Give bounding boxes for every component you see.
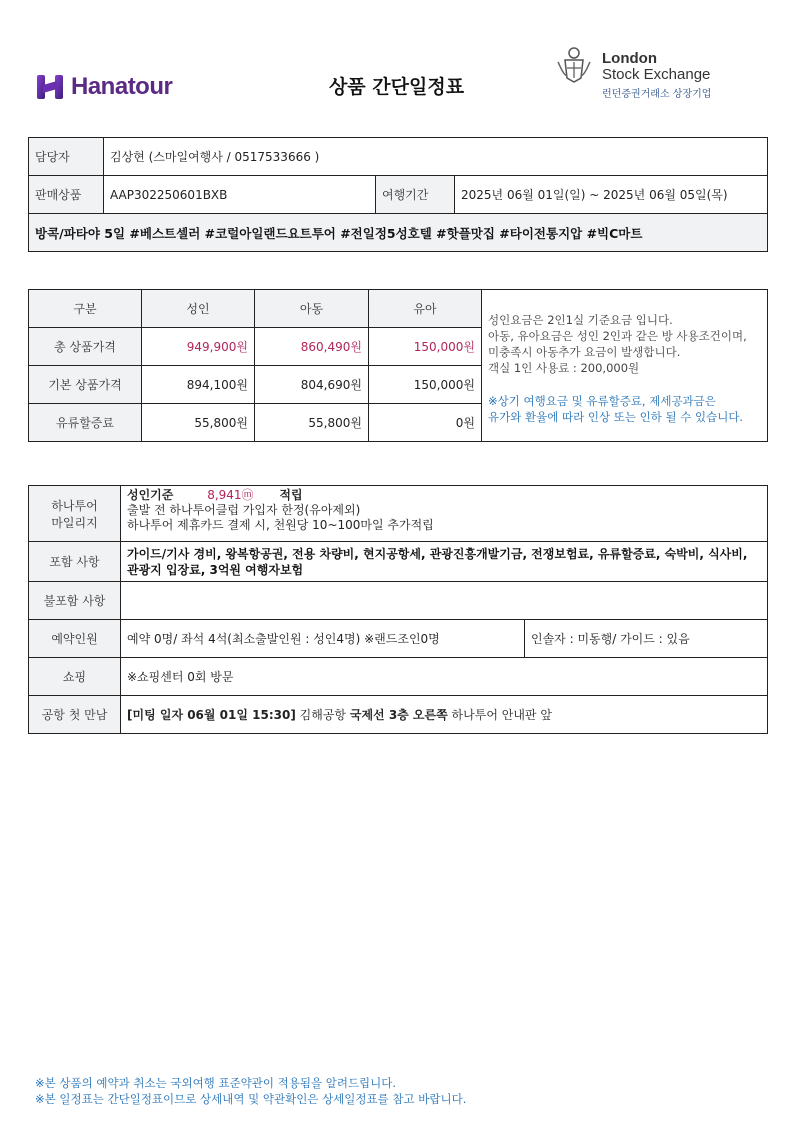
airport-meeting-time: [미팅 일자 06월 01일 15:30] <box>127 708 296 722</box>
period-value: 2025년 06월 01일(일) ~ 2025년 06월 05일(목) <box>455 176 768 214</box>
shopping-value: ※쇼핑센터 0회 방문 <box>121 658 768 696</box>
reserve-value: 예약 0명/ 좌석 4석(최소출발인원 : 성인4명) ※랜드조인0명 <box>121 620 525 658</box>
shopping-label: 쇼핑 <box>29 658 121 696</box>
child-price: 804,690원 <box>255 366 369 404</box>
lse-line1: London <box>602 50 657 67</box>
note-line: 성인요금은 2인1실 기준요금 입니다. <box>488 313 673 327</box>
note-line-blue: 유가와 환율에 따라 인상 또는 인하 될 수 있습니다. <box>488 410 744 424</box>
crest-icon <box>555 44 593 84</box>
mileage-value <box>121 486 768 542</box>
row-label: 유류할증료 <box>29 404 142 442</box>
exclude-value <box>121 582 768 620</box>
include-value: 가이드/기사 경비, 왕복항공권, 전용 차량비, 현지공항세, 관광진흥개발기금, 전쟁보험료, 유류할증료, 숙박비, 식사비, 관광지 입장료, 3억원 여행자보험 <box>121 542 768 582</box>
airport-name: 김해공항 <box>299 708 347 722</box>
details-table <box>28 485 768 734</box>
airport-meeting-point: 하나투어 안내판 앞 <box>451 708 552 722</box>
info-table <box>28 137 768 252</box>
note-line: 객실 1인 사용료 : 200,000원 <box>488 361 640 375</box>
footer-line: ※본 일정표는 간단일정표이므로 상세내역 및 약관확인은 상세일정표를 참고 바랍니다. <box>35 1092 467 1106</box>
mileage-label-line: 마일리지 <box>51 515 98 530</box>
infant-price: 0원 <box>369 404 482 442</box>
manager-value: 김상현 (스마일여행사 / 0517533666 ) <box>104 138 768 176</box>
footer-notes <box>35 1075 466 1107</box>
product-code: AAP302250601BXB <box>104 176 376 214</box>
airport-label: 공항 첫 만남 <box>29 696 121 734</box>
adult-price: 55,800원 <box>142 404 255 442</box>
lse-line3: 런던증권거래소 상장기업 <box>602 89 712 100</box>
child-price: 55,800원 <box>255 404 369 442</box>
period-label: 여행기간 <box>376 176 455 214</box>
note-line: 아동, 유아요금은 성인 2인과 같은 방 사용조건이며, <box>488 329 747 343</box>
mileage-amount: 8,941ⓜ <box>207 488 254 502</box>
brand-name: Hanatour <box>71 73 173 100</box>
product-label: 판매상품 <box>29 176 104 214</box>
note-line-blue: ※상기 여행요금 및 유류할증료, 제세공과금은 <box>488 394 716 408</box>
price-header-category: 구분 <box>29 290 142 328</box>
infant-price: 150,000원 <box>369 366 482 404</box>
escort-value: 인솔자 : 미동행/ 가이드 : 있음 <box>525 620 768 658</box>
page-title: 상품 간단일정표 <box>328 76 465 98</box>
adult-price: 894,100원 <box>142 366 255 404</box>
infant-price: 150,000원 <box>369 328 482 366</box>
price-note <box>482 290 768 442</box>
lse-logo <box>555 44 735 100</box>
mileage-card-bonus: 하나투어 제휴카드 결제 시, 천원당 10~100마일 추가적립 <box>127 518 434 532</box>
include-label: 포함 사항 <box>29 542 121 582</box>
note-line: 미충족시 아동추가 요금이 발생합니다. <box>488 345 681 359</box>
adult-price: 949,900원 <box>142 328 255 366</box>
reserve-label: 예약인원 <box>29 620 121 658</box>
price-header-adult: 성인 <box>142 290 255 328</box>
lse-line2: Stock Exchange <box>602 66 711 83</box>
airport-terminal: 국제선 3층 오른쪽 <box>349 708 448 722</box>
price-table <box>28 289 768 442</box>
mileage-condition: 출발 전 하나투어클럽 가입자 한정(유아제외) <box>127 503 361 517</box>
mileage-accrue: 적립 <box>279 488 303 502</box>
airport-value <box>121 696 768 734</box>
product-name: 방콕/파타야 5일 #베스트셀러 #코럴아일랜드요트투어 #전일정5성호텔 #핫플맛집 #타이전통지압 #빅C마트 <box>29 214 768 252</box>
price-header-child: 아동 <box>255 290 369 328</box>
row-label: 총 상품가격 <box>29 328 142 366</box>
mileage-basis: 성인기준 <box>127 488 174 502</box>
exclude-label: 불포함 사항 <box>29 582 121 620</box>
child-price: 860,490원 <box>255 328 369 366</box>
price-header-infant: 유아 <box>369 290 482 328</box>
mileage-label-line: 하나투어 <box>51 498 98 513</box>
mileage-label <box>29 486 121 542</box>
footer-line: ※본 상품의 예약과 취소는 국외여행 표준약관이 적용됨을 알려드립니다. <box>35 1076 397 1090</box>
row-label: 기본 상품가격 <box>29 366 142 404</box>
manager-label: 담당자 <box>29 138 104 176</box>
